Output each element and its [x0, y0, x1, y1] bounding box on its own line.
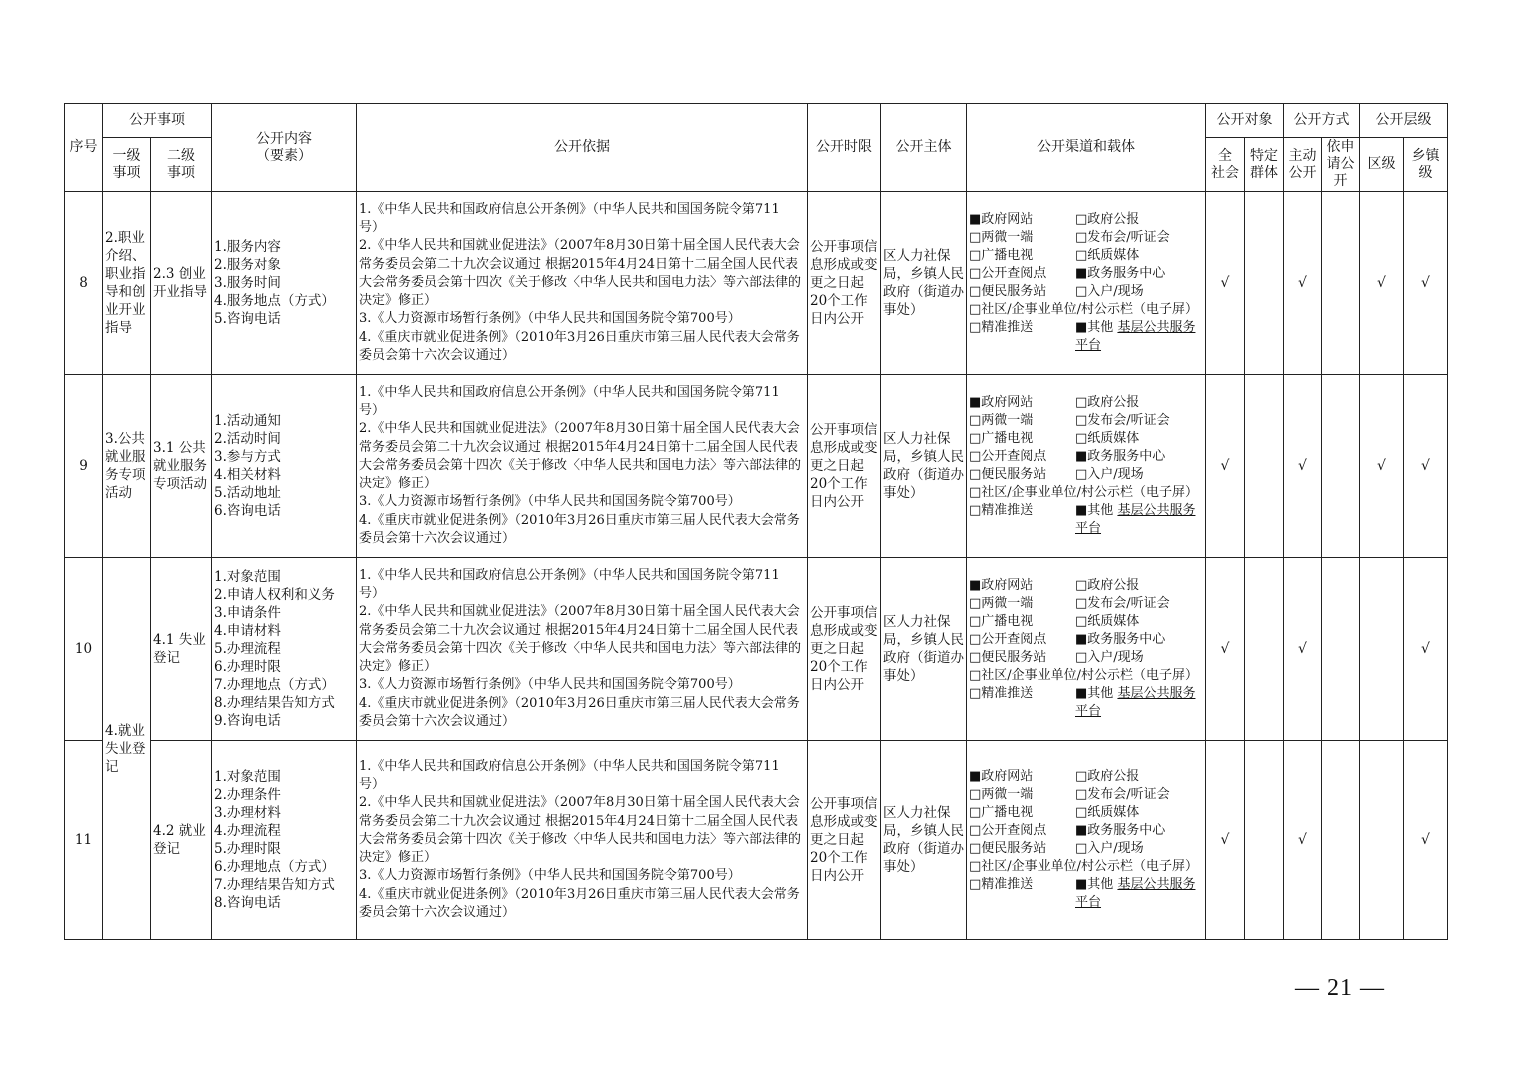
- channel-other-label: ■其他: [1075, 877, 1114, 892]
- channel-gov-site: ■政府网站: [969, 578, 1034, 593]
- row-seq: 9: [65, 375, 103, 558]
- channel-press: □发布会/听证会: [1075, 230, 1170, 245]
- channel-reading: □公开查阅点: [969, 266, 1047, 281]
- channel-gov-gazette: □政府公报: [1075, 578, 1140, 593]
- channel-press: □发布会/听证会: [1075, 787, 1170, 802]
- channel-push: □精准推送: [969, 320, 1034, 335]
- check-district: [1360, 741, 1404, 940]
- channel-paper: □纸质媒体: [1075, 248, 1140, 263]
- check-town: √: [1404, 558, 1448, 741]
- row-level2: 3.1 公共就业服务专项活动: [151, 375, 212, 558]
- channel-other-label: ■其他: [1075, 503, 1114, 518]
- disclosure-table: [64, 103, 1448, 940]
- row-time-limit: 公开事项信息形成或变更之日起20个工作日内公开: [808, 192, 881, 375]
- row-seq: 8: [65, 192, 103, 375]
- channel-onsite: □入户/现场: [1075, 841, 1144, 856]
- channel-other: [1075, 685, 1203, 721]
- header-level1: 一级 事项: [103, 138, 151, 192]
- channel-onsite: □入户/现场: [1075, 284, 1144, 299]
- row-channel: [967, 558, 1206, 741]
- row-channel: [967, 741, 1206, 940]
- channel-press: □发布会/听证会: [1075, 596, 1170, 611]
- channel-convenience: □便民服务站: [969, 284, 1047, 299]
- row-subject: 区人力社保局，乡镇人民政府（街道办事处）: [881, 558, 967, 741]
- check-all-society: √: [1206, 192, 1245, 375]
- row-time-limit: 公开事项信息形成或变更之日起20个工作日内公开: [808, 375, 881, 558]
- row-level1: 3.公共就业服务专项活动: [103, 375, 151, 558]
- row-seq: 11: [65, 741, 103, 940]
- channel-service-center: ■政务服务中心: [1075, 266, 1166, 281]
- row-channel: [967, 192, 1206, 375]
- row-subject: 区人力社保局，乡镇人民政府（街道办事处）: [881, 741, 967, 940]
- check-district: √: [1360, 192, 1404, 375]
- row-content: 1.服务内容 2.服务对象 3.服务时间 4.服务地点（方式） 5.咨询电话: [212, 192, 357, 375]
- channel-community: □社区/企事业单位/村公示栏（电子屏）: [969, 485, 1199, 500]
- table-row: [65, 741, 1448, 940]
- check-district: [1360, 558, 1404, 741]
- check-active: √: [1284, 375, 1322, 558]
- check-specific: [1245, 375, 1284, 558]
- header-seq: 序号: [65, 104, 103, 192]
- channel-convenience: □便民服务站: [969, 841, 1047, 856]
- row-basis: 1.《中华人民共和国政府信息公开条例》（中华人民共和国国务院令第711号） 2.《中华人民共和国就业促进法》（2007年8月30日第十届全国人民代表大会常务委员会第二十九次会议通过 根据2015年4月24日第十二届全国人民代表大会常务委员会第十四次《关于修改〈中华人民共和国电力法〉等六部法律的决定》修正） 3.《人力资源市场暂行条例》（中华人民共和国国务院令第700号） 4.《重庆市就业促进条例》（2010年3月26日重庆市第三届人民代表大会常务委员会第十六次会议通过）: [357, 558, 808, 741]
- channel-gov-site: ■政府网站: [969, 395, 1034, 410]
- channel-community: □社区/企事业单位/村公示栏（电子屏）: [969, 668, 1199, 683]
- channel-reading: □公开查阅点: [969, 632, 1047, 647]
- channel-convenience: □便民服务站: [969, 650, 1047, 665]
- header-content: 公开内容 （要素）: [212, 104, 357, 192]
- row-time-limit: 公开事项信息形成或变更之日起20个工作日内公开: [808, 741, 881, 940]
- header-target: 公开对象: [1206, 104, 1284, 138]
- channel-paper: □纸质媒体: [1075, 805, 1140, 820]
- channel-other-value: 基层公共服务平台: [1075, 686, 1196, 719]
- channel-press: □发布会/听证会: [1075, 413, 1170, 428]
- channel-service-center: ■政务服务中心: [1075, 449, 1166, 464]
- check-specific: [1245, 558, 1284, 741]
- header-level-town: 乡镇 级: [1404, 138, 1448, 192]
- check-all-society: √: [1206, 558, 1245, 741]
- channel-paper: □纸质媒体: [1075, 431, 1140, 446]
- channel-gov-gazette: □政府公报: [1075, 212, 1140, 227]
- row-level2: 4.1 失业登记: [151, 558, 212, 741]
- channel-other-label: ■其他: [1075, 320, 1114, 335]
- channel-other-value: 基层公共服务平台: [1075, 503, 1196, 536]
- header-method-active: 主动 公开: [1284, 138, 1322, 192]
- channel-community: □社区/企事业单位/村公示栏（电子屏）: [969, 859, 1199, 874]
- check-active: √: [1284, 741, 1322, 940]
- row-level1: 2.职业介绍、职业指导和创业开业指导: [103, 192, 151, 375]
- channel-service-center: ■政务服务中心: [1075, 632, 1166, 647]
- row-content: 1.活动通知 2.活动时间 3.参与方式 4.相关材料 5.活动地址 6.咨询电话: [212, 375, 357, 558]
- check-apply: [1322, 192, 1360, 375]
- table-row: [65, 558, 1448, 741]
- header-method-apply: 依申 请公 开: [1322, 138, 1360, 192]
- channel-other: [1075, 502, 1203, 538]
- row-subject: 区人力社保局，乡镇人民政府（街道办事处）: [881, 375, 967, 558]
- channel-two-one: □两微一端: [969, 413, 1034, 428]
- header-level: 公开层级: [1360, 104, 1448, 138]
- channel-tv: □广播电视: [969, 431, 1034, 446]
- channel-other: [1075, 319, 1203, 355]
- channel-two-one: □两微一端: [969, 230, 1034, 245]
- channel-tv: □广播电视: [969, 248, 1034, 263]
- check-active: √: [1284, 558, 1322, 741]
- row-content: 1.对象范围 2.申请人权利和义务 3.申请条件 4.申请材料 5.办理流程 6.办理时限 7.办理地点（方式） 8.办理结果告知方式 9.咨询电话: [212, 558, 357, 741]
- check-specific: [1245, 741, 1284, 940]
- channel-push: □精准推送: [969, 503, 1034, 518]
- channel-tv: □广播电视: [969, 805, 1034, 820]
- header-target-all: 全 社会: [1206, 138, 1245, 192]
- check-apply: [1322, 741, 1360, 940]
- channel-reading: □公开查阅点: [969, 823, 1047, 838]
- channel-other: [1075, 876, 1203, 912]
- channel-tv: □广播电视: [969, 614, 1034, 629]
- check-district: √: [1360, 375, 1404, 558]
- row-subject: 区人力社保局，乡镇人民政府（街道办事处）: [881, 192, 967, 375]
- channel-other-label: ■其他: [1075, 686, 1114, 701]
- check-town: √: [1404, 375, 1448, 558]
- row-basis: 1.《中华人民共和国政府信息公开条例》（中华人民共和国国务院令第711号） 2.《中华人民共和国就业促进法》（2007年8月30日第十届全国人民代表大会常务委员会第二十九次会议通过 根据2015年4月24日第十二届全国人民代表大会常务委员会第十四次《关于修改〈中华人民共和国电力法〉等六部法律的决定》修正） 3.《人力资源市场暂行条例》（中华人民共和国国务院令第700号） 4.《重庆市就业促进条例》（2010年3月26日重庆市第三届人民代表大会常务委员会第十六次会议通过）: [357, 741, 808, 940]
- header-time-limit: 公开时限: [808, 104, 881, 192]
- channel-onsite: □入户/现场: [1075, 650, 1144, 665]
- header-target-specific: 特定 群体: [1245, 138, 1284, 192]
- table-row: [65, 375, 1448, 558]
- row-level2: 2.3 创业开业指导: [151, 192, 212, 375]
- check-active: √: [1284, 192, 1322, 375]
- header-method: 公开方式: [1284, 104, 1360, 138]
- header-level-district: 区级: [1360, 138, 1404, 192]
- channel-gov-site: ■政府网站: [969, 212, 1034, 227]
- row-time-limit: 公开事项信息形成或变更之日起20个工作日内公开: [808, 558, 881, 741]
- channel-service-center: ■政务服务中心: [1075, 823, 1166, 838]
- channel-gov-gazette: □政府公报: [1075, 769, 1140, 784]
- channel-paper: □纸质媒体: [1075, 614, 1140, 629]
- check-town: √: [1404, 741, 1448, 940]
- header-subject: 公开主体: [881, 104, 967, 192]
- channel-push: □精准推送: [969, 686, 1034, 701]
- row-channel: [967, 375, 1206, 558]
- row-content: 1.对象范围 2.办理条件 3.办理材料 4.办理流程 5.办理时限 6.办理地点（方式） 7.办理结果告知方式 8.咨询电话: [212, 741, 357, 940]
- header-basis: 公开依据: [357, 104, 808, 192]
- channel-other-value: 基层公共服务平台: [1075, 877, 1196, 910]
- row-basis: 1.《中华人民共和国政府信息公开条例》（中华人民共和国国务院令第711号） 2.《中华人民共和国就业促进法》（2007年8月30日第十届全国人民代表大会常务委员会第二十九次会议通过 根据2015年4月24日第十二届全国人民代表大会常务委员会第十四次《关于修改〈中华人民共和国电力法〉等六部法律的决定》修正） 3.《人力资源市场暂行条例》（中华人民共和国国务院令第700号） 4.《重庆市就业促进条例》（2010年3月26日重庆市第三届人民代表大会常务委员会第十六次会议通过）: [357, 375, 808, 558]
- page-number: — 21 —: [1295, 975, 1385, 1001]
- check-all-society: √: [1206, 375, 1245, 558]
- channel-push: □精准推送: [969, 877, 1034, 892]
- check-apply: [1322, 375, 1360, 558]
- channel-reading: □公开查阅点: [969, 449, 1047, 464]
- channel-gov-gazette: □政府公报: [1075, 395, 1140, 410]
- row-basis: 1.《中华人民共和国政府信息公开条例》（中华人民共和国国务院令第711号） 2.《中华人民共和国就业促进法》（2007年8月30日第十届全国人民代表大会常务委员会第二十九次会议通过 根据2015年4月24日第十二届全国人民代表大会常务委员会第十四次《关于修改〈中华人民共和国电力法〉等六部法律的决定》修正） 3.《人力资源市场暂行条例》（中华人民共和国国务院令第700号） 4.《重庆市就业促进条例》（2010年3月26日重庆市第三届人民代表大会常务委员会第十六次会议通过）: [357, 192, 808, 375]
- check-specific: [1245, 192, 1284, 375]
- channel-onsite: □入户/现场: [1075, 467, 1144, 482]
- table-row: [65, 192, 1448, 375]
- channel-two-one: □两微一端: [969, 596, 1034, 611]
- check-town: √: [1404, 192, 1448, 375]
- row-level1: 4.就业失业登记: [103, 558, 151, 940]
- check-all-society: √: [1206, 741, 1245, 940]
- channel-other-value: 基层公共服务平台: [1075, 320, 1196, 353]
- row-seq: 10: [65, 558, 103, 741]
- row-level2: 4.2 就业登记: [151, 741, 212, 940]
- header-level2: 二级 事项: [151, 138, 212, 192]
- channel-gov-site: ■政府网站: [969, 769, 1034, 784]
- header-matter: 公开事项: [103, 104, 212, 138]
- check-apply: [1322, 558, 1360, 741]
- channel-community: □社区/企事业单位/村公示栏（电子屏）: [969, 302, 1199, 317]
- channel-two-one: □两微一端: [969, 787, 1034, 802]
- channel-convenience: □便民服务站: [969, 467, 1047, 482]
- header-channel: 公开渠道和载体: [967, 104, 1206, 192]
